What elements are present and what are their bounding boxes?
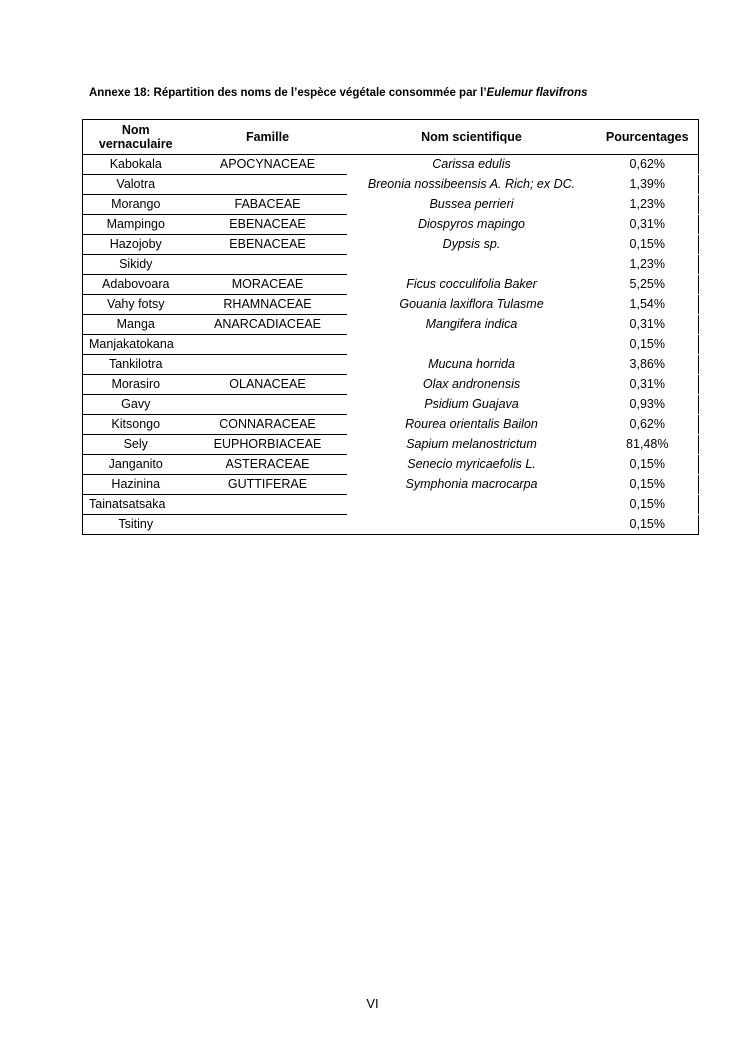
cell-family [189, 175, 347, 195]
cell-family: OLANACEAE [189, 375, 347, 395]
cell-scientific: Rourea orientalis Bailon [405, 417, 538, 431]
cell-family: APOCYNACEAE [189, 155, 347, 175]
cell-scientific: Bussea perrieri [429, 197, 514, 211]
header-scientific: Nom scientifique [347, 120, 597, 155]
cell-vernacular: Kabokala [83, 155, 189, 175]
cell-scientific: Breonia nossibeensis A. Rich; ex DC. [367, 177, 576, 191]
cell-family: MORACEAE [189, 275, 347, 295]
cell-percentage: 0,93% [629, 397, 665, 411]
cell-vernacular: Valotra [83, 175, 189, 195]
cell-scientific: Gouania laxiflora Tulasme [399, 297, 544, 311]
cell-vernacular: Tainatsatsaka [83, 495, 189, 515]
cell-family: FABACEAE [189, 195, 347, 215]
cell-family: ANARCADIACEAE [189, 315, 347, 335]
cell-family [189, 335, 347, 355]
cell-vernacular: Manjakatokana [83, 335, 189, 355]
cell-family: CONNARACEAE [189, 415, 347, 435]
caption-species: Eulemur flavifrons [486, 87, 588, 99]
table-row [83, 155, 699, 175]
table-body [83, 155, 699, 535]
cell-scientific: Ficus cocculifolia Baker [406, 277, 537, 291]
cell-scientific: Psidium Guajava [424, 397, 519, 411]
table-row [83, 215, 699, 235]
table-row [83, 395, 699, 415]
cell-scientific: Dypsis sp. [442, 237, 501, 251]
cell-family [189, 255, 347, 275]
table-row [83, 475, 699, 495]
cell-scientific: Carissa edulis [432, 157, 511, 171]
header-percentage: Pourcentages [597, 120, 699, 155]
cell-vernacular: Mampingo [83, 215, 189, 235]
cell-family: EBENACEAE [189, 215, 347, 235]
table-row [83, 415, 699, 435]
cell-family [189, 515, 347, 535]
cell-percentage: 0,15% [629, 497, 665, 511]
cell-vernacular: Sikidy [83, 255, 189, 275]
page-number: VI [366, 996, 379, 1011]
table-row [83, 375, 699, 395]
cell-scientific: Olax andronensis [422, 377, 521, 391]
cell-scientific [347, 335, 597, 355]
table-row [83, 195, 699, 215]
cell-family: EUPHORBIACEAE [189, 435, 347, 455]
table-caption [89, 87, 588, 99]
cell-percentage: 81,48% [626, 437, 669, 451]
cell-percentage: 0,31% [629, 377, 665, 391]
cell-percentage: 0,15% [629, 477, 665, 491]
cell-vernacular: Morango [83, 195, 189, 215]
cell-vernacular: Tankilotra [83, 355, 189, 375]
header-vernacular [83, 120, 189, 155]
cell-scientific [347, 495, 597, 515]
cell-family [189, 355, 347, 375]
caption-prefix: Annexe 18: Répartition des noms de l’espèce végétale consommée par l’ [89, 87, 487, 99]
table-row [83, 495, 699, 515]
cell-scientific: Mangifera indica [425, 317, 518, 331]
table-row [83, 455, 699, 475]
header-vernacular-line2: vernaculaire [98, 137, 173, 151]
cell-percentage: 0,15% [629, 237, 665, 251]
cell-vernacular: Tsitiny [118, 517, 154, 531]
species-table [82, 119, 699, 535]
cell-family [189, 495, 347, 515]
cell-vernacular: Adabovoara [83, 275, 189, 295]
cell-percentage: 5,25% [629, 277, 665, 291]
cell-vernacular: Hazinina [83, 475, 189, 495]
cell-percentage: 3,86% [629, 357, 665, 371]
table-row [83, 255, 699, 275]
cell-vernacular: Sely [83, 435, 189, 455]
table-row [83, 315, 699, 335]
cell-vernacular: Morasiro [83, 375, 189, 395]
cell-percentage: 1,23% [629, 197, 665, 211]
cell-scientific: Diospyros mapingo [418, 217, 525, 231]
cell-vernacular: Vahy fotsy [83, 295, 189, 315]
cell-percentage: 1,23% [629, 257, 665, 271]
cell-vernacular: Gavy [83, 395, 189, 415]
table-row [83, 175, 699, 195]
table-row [83, 435, 699, 455]
cell-percentage: 0,15% [629, 337, 665, 351]
cell-scientific [347, 515, 597, 535]
cell-scientific: Symphonia macrocarpa [405, 477, 538, 491]
table-row [83, 515, 699, 535]
cell-vernacular: Janganito [83, 455, 189, 475]
cell-family [189, 395, 347, 415]
cell-vernacular: Hazojoby [83, 235, 189, 255]
cell-vernacular: Manga [83, 315, 189, 335]
cell-scientific: Sapium melanostrictum [406, 437, 537, 451]
table-row [83, 355, 699, 375]
table-row [83, 235, 699, 255]
cell-percentage: 0,62% [629, 417, 665, 431]
cell-family: EBENACEAE [189, 235, 347, 255]
table-row [83, 335, 699, 355]
table-header-row [83, 120, 699, 155]
table-row [83, 295, 699, 315]
cell-scientific [347, 255, 597, 275]
cell-percentage: 0,31% [629, 217, 665, 231]
cell-family: GUTTIFERAE [189, 475, 347, 495]
header-family: Famille [189, 120, 347, 155]
header-vernacular-line1: Nom [121, 123, 150, 137]
cell-vernacular: Kitsongo [83, 415, 189, 435]
table-row [83, 275, 699, 295]
cell-scientific: Mucuna horrida [428, 357, 515, 371]
cell-percentage: 0,15% [629, 517, 665, 531]
cell-family: ASTERACEAE [189, 455, 347, 475]
cell-scientific: Senecio myricaefolis L. [407, 457, 536, 471]
cell-percentage: 1,54% [629, 297, 665, 311]
cell-percentage: 0,31% [629, 317, 665, 331]
cell-percentage: 0,15% [629, 457, 665, 471]
cell-family: RHAMNACEAE [189, 295, 347, 315]
cell-percentage: 0,62% [629, 157, 665, 171]
cell-percentage: 1,39% [629, 177, 665, 191]
